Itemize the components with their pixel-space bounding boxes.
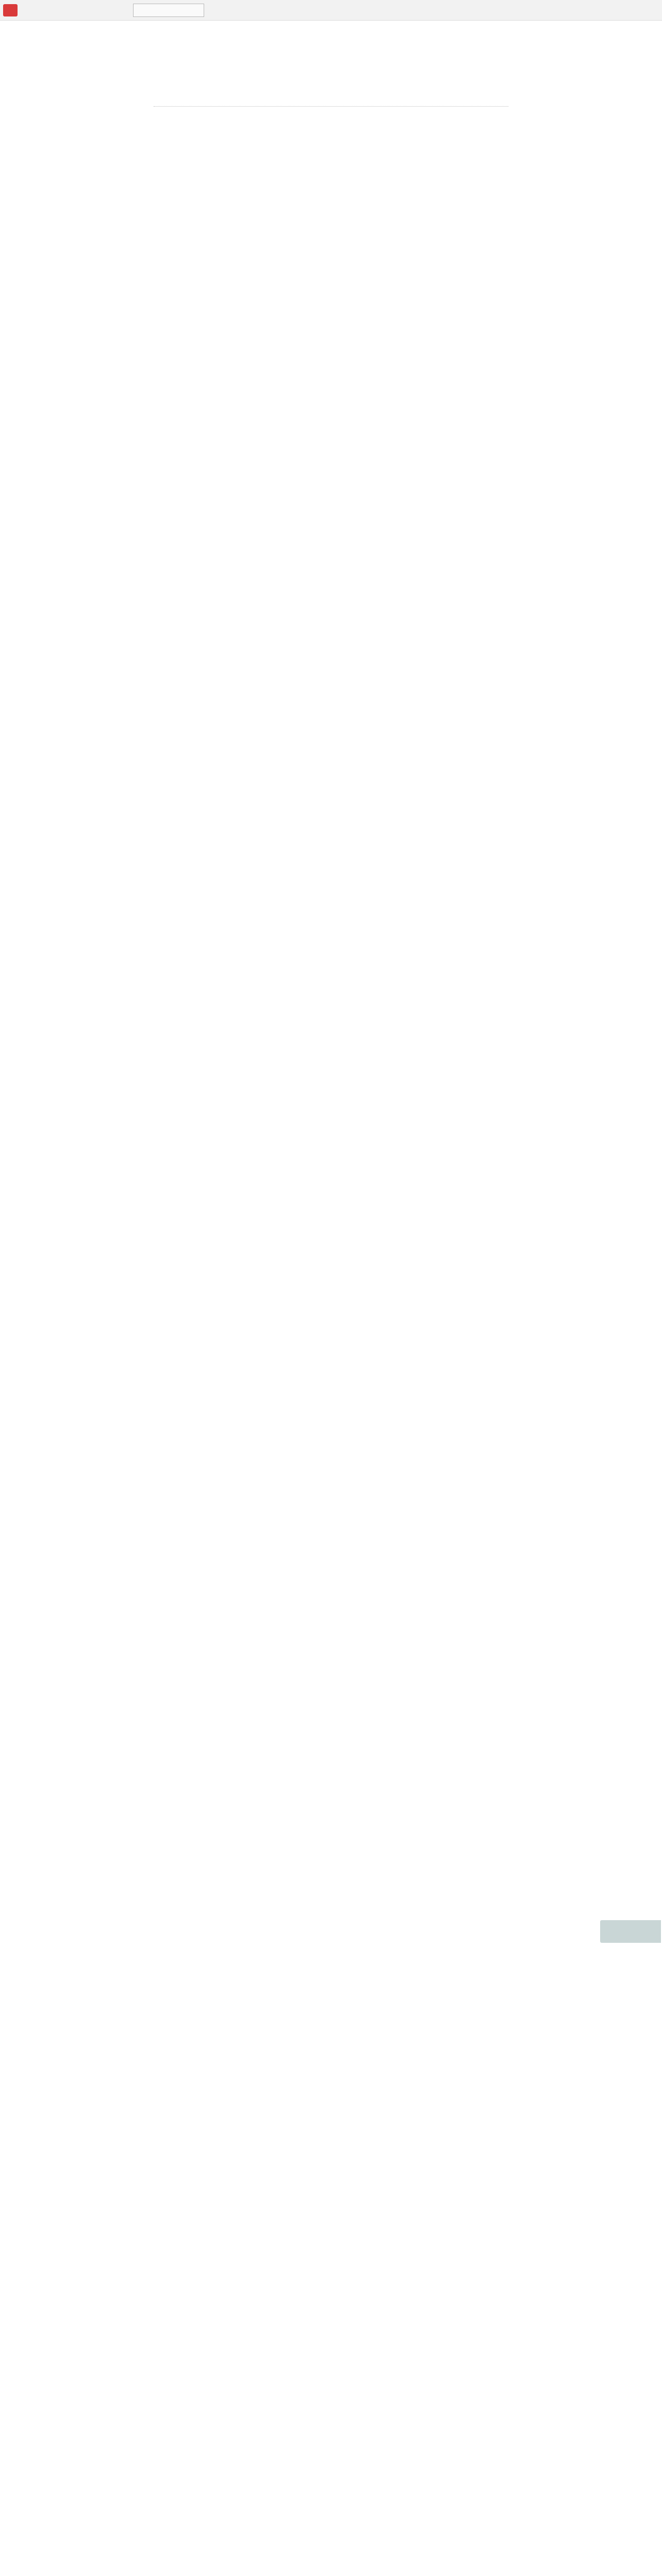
page-top-button[interactable] [600, 1920, 661, 1943]
add-bookmark-button[interactable] [133, 4, 204, 17]
pager-top [0, 91, 662, 99]
top-navigation-bar [0, 0, 662, 21]
login-button[interactable] [3, 4, 18, 16]
divider [154, 106, 508, 107]
episode-meta [154, 53, 160, 60]
